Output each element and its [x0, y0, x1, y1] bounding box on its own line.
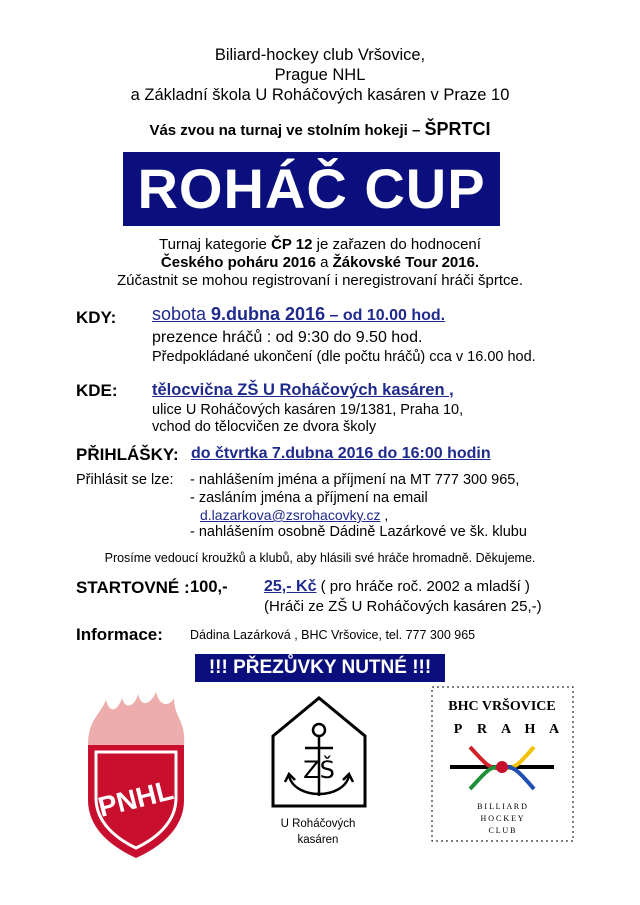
venue-street: ulice U Roháčových kasáren 19/1381, Praha 10,: [152, 402, 464, 418]
email-line: [200, 507, 388, 523]
invitation-sprtci: ŠPRTCI: [424, 119, 491, 139]
registration-deadline: do čtvrtka 7.dubna 2016 do 16:00 hodin: [191, 445, 491, 462]
school-caption-line-1: U Roháčových: [280, 818, 356, 830]
date-value: 9.dubna 2016: [211, 304, 326, 324]
fee-child-line: [264, 578, 530, 596]
date-time: – od 10.00 hod.: [325, 307, 446, 324]
category-cp12: ČP 12: [271, 236, 313, 253]
email-link[interactable]: d.lazarkova@zsrohacovky.cz: [200, 507, 381, 523]
email-suffix: ,: [380, 507, 389, 523]
bulk-registration-request: Prosíme vedoucí kroužků a klubů, aby hlásili své hráče hromadně. Děkujeme.: [104, 551, 536, 565]
info-label: Informace:: [76, 625, 163, 644]
bhc-emblem: [450, 747, 554, 789]
bhc-letter: H: [524, 722, 536, 737]
school-logo: [265, 692, 373, 812]
header-line-2: Prague NHL: [274, 66, 366, 84]
header-line-3: a Základní škola U Roháčových kasáren v Praze 10: [130, 86, 510, 104]
intro-line-3: Zúčastnit se mohou registrovaní i neregistrovaní hráči šprtce.: [116, 272, 524, 289]
fee-adult: 100,-: [190, 578, 228, 596]
fee-school-note: (Hráči ze ZŠ U Roháčových kasáren 25,-): [264, 598, 542, 615]
header-line-1: Biliard-hockey club Vršovice,: [214, 46, 426, 64]
intro-text: a: [315, 254, 333, 271]
end-time: Předpokládané ukončení (dle počtu hráčů) cca v 16.00 hod.: [152, 349, 536, 365]
bhc-bottom-3: C L U B: [488, 826, 516, 835]
kdy-label: KDY:: [76, 308, 117, 327]
fee-label: STARTOVNÉ :: [76, 578, 190, 597]
school-mark: ZŠ: [303, 756, 335, 784]
bhc-title: BHC VRŠOVICE: [448, 699, 556, 714]
shoe-change-banner: !!! PŘEZŮVKY NUTNÉ !!!: [195, 654, 445, 682]
kde-label: KDE:: [76, 381, 118, 400]
registration-how-label: Přihlásit se lze:: [76, 472, 174, 488]
intro-text: je zařazen do hodnocení: [312, 236, 481, 253]
presence-time: prezence hráčů : od 9:30 do 9.50 hod.: [152, 329, 423, 346]
registration-option-phone: - nahlášením jména a příjmení na MT 777 300 965,: [190, 472, 520, 488]
invitation-line: [0, 119, 640, 140]
intro-line-1: [0, 236, 640, 253]
bhc-letter: A: [548, 722, 560, 737]
venue-name: tělocvična ZŠ U Roháčových kasáren ,: [152, 381, 454, 399]
bhc-bottom-1: B I L L I A R D: [477, 802, 527, 811]
title-banner: ROHÁČ CUP: [123, 152, 500, 226]
kdy-date: [152, 304, 445, 325]
fee-child: 25,- Kč: [264, 578, 317, 595]
bhc-letter: P: [453, 722, 463, 737]
prihlasky-label: PŘIHLÁŠKY:: [76, 445, 179, 464]
registration-option-email: - zasláním jména a příjmení na email: [190, 490, 428, 506]
cesky-pohar: Českého poháru 2016: [160, 254, 316, 271]
venue-entry: vchod do tělocvičen ze dvora školy: [152, 419, 377, 435]
bhc-bottom-2: H O C K E Y: [480, 814, 524, 823]
school-logo-caption: [268, 816, 368, 848]
pnhl-flame: [88, 692, 184, 745]
info-contact: Dádina Lazárková , BHC Vršovice, tel. 777 300 965: [190, 628, 476, 642]
fee-child-note: ( pro hráče roč. 2002 a mladší ): [316, 578, 530, 595]
bhc-letter: A: [500, 722, 512, 737]
bhc-letter: R: [476, 722, 488, 737]
school-caption-line-2: kasáren: [297, 834, 339, 846]
date-day: sobota: [152, 304, 212, 324]
intro-text: Turnaj kategorie: [159, 236, 272, 253]
intro-line-2: [0, 254, 640, 271]
registration-option-person: - nahlášením osobně Dádině Lazárkové ve šk. klubu: [190, 524, 527, 540]
pnhl-logo: [78, 690, 193, 860]
zakovska-tour: Žákovské Tour 2016.: [332, 254, 480, 271]
bhc-vrsovice-logo: [430, 685, 575, 843]
invitation-text: Vás zvou na turnaj ve stolním hokeji –: [149, 122, 425, 139]
pnhl-text: PNHL: [94, 774, 177, 823]
